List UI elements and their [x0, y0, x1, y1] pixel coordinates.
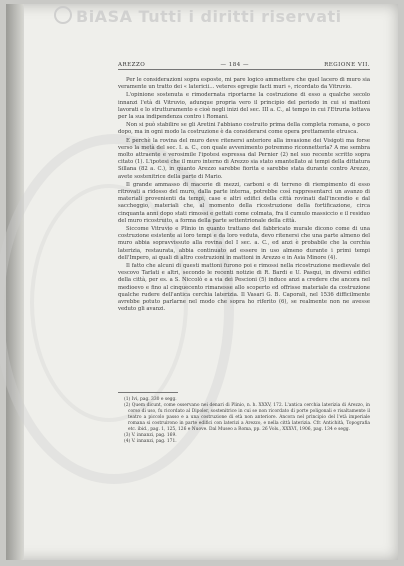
- header-left: AREZZO: [118, 62, 146, 68]
- paragraph: Siccome Vitruvio e Plinio in quanto trattano del fabbricato murale dicono come di una costruzione esistente ai loro tempi e da loro veduta, devo ritenersi che una parte almeno del muro abbia sopravvissuto alla rovina del I sec. a. C., ed anzi è probabile che la cerchia laterizia, restaurata, abbia continuato ad essere in uso almeno durante i primi tempi dell'Impero, ai quali di altro costruzioni in mattoni in Arezzo e in Asia Minore (4).: [118, 226, 370, 261]
- scanned-book-page: [6, 4, 398, 560]
- paragraph: Il fatto che alcuni di questi mattoni furono poi e rimossi nella ricostruzione medievale del vescovo Tarlati e altri, secondo le recenti notizie di R. Bardi e U. Pasqui, in diversi edifici della città, per es. a S. Niccolò e a via dei Pescioni (5) induce anzi a credere che ancora nel medioevo e fino al cinquecento rimanesse allo scoperto ed offrisse materiale da costruzione qualche rudere dell'antica cerchia laterizia. Il Vasari G. B. Caporali, nel 1536 difficilmente avrebbe potuto parlarne nel modo che sopra ho riferito (6), se realmente non ne avesse veduto gli avanzi.: [118, 263, 370, 313]
- footnote-rule: [118, 392, 178, 393]
- page-number: — 184 —: [220, 62, 249, 68]
- footnote: (4) V. innanzi, pag. 171.: [124, 439, 177, 444]
- body-text: [118, 77, 370, 315]
- footnotes: [118, 397, 370, 445]
- biasa-logo-icon: [54, 6, 72, 24]
- paragraph: Il grande ammasso di macerie di mezzi, carboni e di terreno di riempimento di esso ritrovati a ridosso del muro, dalla parte interna, potrebbe così rappresentarci un avanzo di materiali provenienti da tempi, case e altri edifici della città rovinati dall'incendio e dal saccheggio, materiali che, al momento della ricostruzione della fortificazione, circa cinquanta anni dopo stati rimossi e gettati come colmata, fra il cumulo massiccio e il residuo del muro ricostruito, a forma della parte settentrionale della città.: [118, 181, 370, 224]
- footnote: (2) Quem dicunt, come osservano nei denari di Plinio, n. h. XXXV, 172. L'antica cerchia laterizia di Arezzo, in corso di uso, fu ricordato al Dipoler, sostenitrice in cui se non ricordato di porte poligonali e risaltamente il teatro a piccolo passo e a una costruzione di età non anteriore. Ancora nel principio del l'età imperiale romana si costruirono in parte edifici con laterizi a Arezzo, e nella città laterizia. Cfr. Antichità, Topografia etc. ibid., pag. 1, 125, 126 e Nuove. Dal Museo a Roma, pp. 26 Vols., XXXVI, 1906, pag. 134 e segg.: [124, 403, 370, 432]
- header-rule: [118, 69, 370, 70]
- footnote: (3) V. innanzi, pag. 169.: [124, 433, 177, 438]
- paragraph: E perchè la rovina del muro deve ritenersi anteriore alla invasione dei Visigoti ma forse verso la metà del sec. I. a. C., con quale avvenimento potremmo riconnetterla? A me sembra molto attraente e verosimile l'ipotesi espressa dal Pernier (2) nel suo recente scritto sopra citato (1). L'ipotesi che il muro interno di Arezzo sia stato smantellato ai tempi della dittatura Sillana (82 a. C.), in quanto Arezzo sarebbe fiorita e sarebbe stata durante contro Arezzo, avete sostenitrice della parte di Mario.: [118, 137, 370, 180]
- running-header: [118, 62, 370, 68]
- paragraph: Non si può stabilire se gli Aretini l'abbiano costruito prima della completa romana, o poco dopo, ma in ogni modo la costruzione è da considerarsi come opera prettamente etrusca.: [118, 122, 370, 136]
- watermark-text: BiASA Tutti i diritti riservati: [76, 7, 342, 26]
- paragraph: L'opinione sostenuta e rimodernata riportarne la costruzione di esso a qualche secolo innanzi l'età di Vitruvio, adunque propria vero il principio del periodo in cui si mattoni lavorati e lo strutturamento e cioè negli inizi del sec. III a. C., al tempo in cui l'Etruria lottava per la sua indipendenza contro i Romani.: [118, 92, 370, 121]
- footnote: (1) Ivi, pag. 330 e segg.: [124, 397, 177, 402]
- header-right: REGIONE VII.: [324, 62, 370, 68]
- paragraph: Per le considerazioni sopra esposte, mi pare logico ammettere che quel lacero di muro sia veramente un tratto dei « latericii... veteres egregie facti muri », ricordato da Vitruvio.: [118, 77, 370, 91]
- book-binding-shadow: [6, 4, 24, 560]
- watermark: [54, 6, 374, 26]
